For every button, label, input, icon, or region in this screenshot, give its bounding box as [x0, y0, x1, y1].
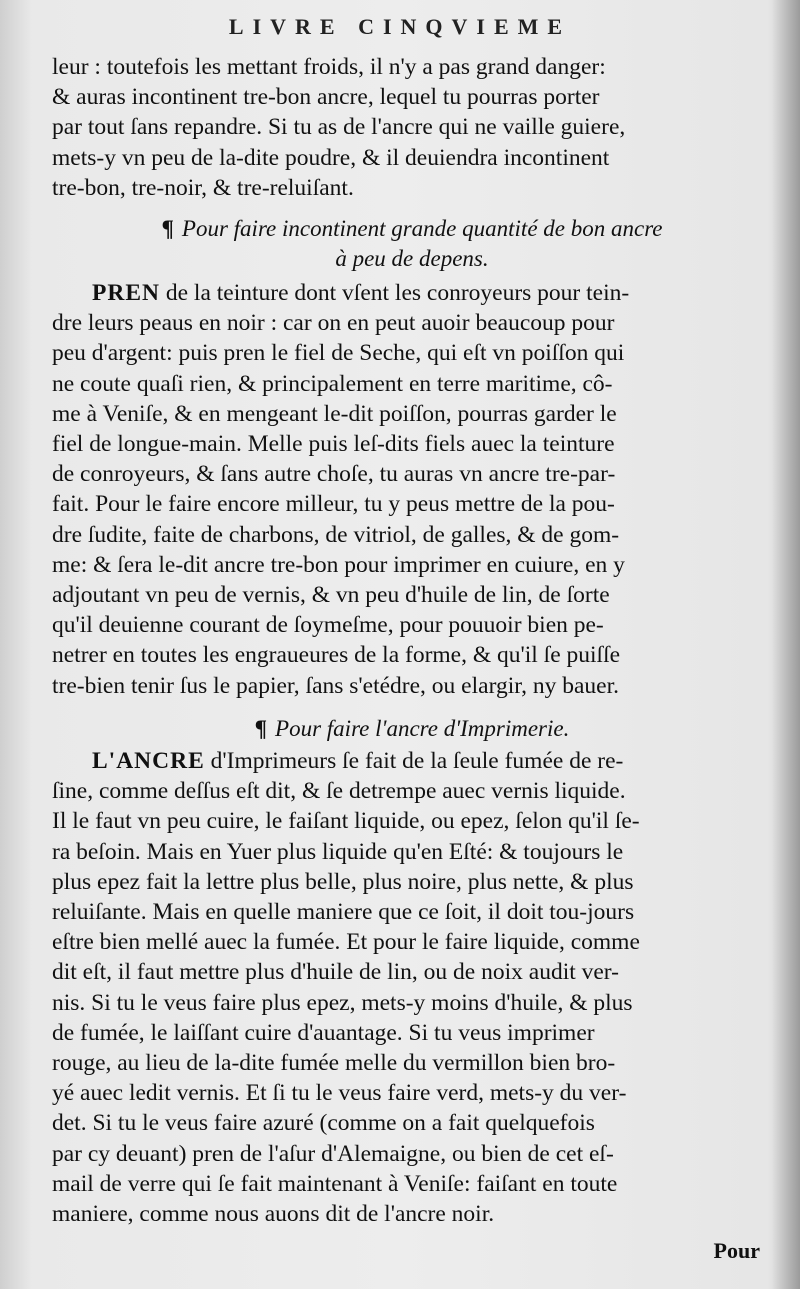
text-line: reluiſante. Mais en quelle maniere que ce ſoit, il doit tou-jours [52, 899, 635, 926]
pilcrow-icon: ¶ [161, 216, 174, 241]
text-line: mets-y vn peu de la-dite poudre, & il deuiendra incontinent [52, 144, 610, 171]
text-line: nis. Si tu le veus faire plus epez, mets-y moins d'huile, & plus [52, 989, 633, 1016]
text-line: adjoutant vn peu de vernis, & vn peu d'huile de lin, de ſorte [52, 582, 610, 609]
text-line: qu'il deuienne courant de ſoymeſme, pour pouuoir bien pe- [52, 612, 604, 639]
text-line: dre ſudite, faite de charbons, de vitriol, de galles, & de gom- [52, 521, 620, 548]
text-line: yé auec ledit vernis. Et ſi tu le veus faire verd, mets-y du ver- [52, 1080, 627, 1107]
text-line: par tout ſans repandre. Si tu as de l'ancre qui ne vaille guiere, [52, 114, 626, 141]
text-line: eſtre bien mellé auec la fumée. Et pour le faire liquide, comme [52, 929, 640, 956]
text-line: d'Imprimeurs ſe fait de la ſeule fumée de re- [204, 748, 624, 774]
text-line: de la teinture dont vſent les conroyeurs pour tein- [159, 280, 630, 306]
text-line: ſine, comme deſſus eſt dit, & ſe detrempe auec vernis liquide. [52, 778, 626, 805]
text-line: peu d'argent: puis pren le fiel de Seche, qui eſt vn poiſſon qui [52, 340, 625, 367]
text-line: & auras incontinent tre-bon ancre, lequel tu pourras porter [52, 84, 600, 111]
text-line: plus epez fait la lettre plus belle, plus noire, plus nette, & plus [52, 868, 634, 895]
text-line: netrer en toutes les engraueures de la forme, & qu'il ſe puiſſe [52, 642, 621, 669]
lead-word: PREN [92, 280, 160, 306]
text-line: par cy deuant) pren de l'aſur d'Alemaigne, ou bien de cet eſ- [52, 1140, 614, 1167]
text-line: leur : toutefois les mettant froids, il n'y a pas grand danger: [52, 54, 606, 80]
text-line: me: & ſera le-dit ancre tre-bon pour imprimer en cuiure, en y [52, 551, 625, 578]
pilcrow-icon: ¶ [254, 716, 268, 741]
text-line: maniere, comme nous auons dit de l'ancre noir. [52, 1201, 495, 1228]
lead-word: L'ANCRE [92, 748, 205, 774]
section-heading-ancre-depens [52, 214, 772, 274]
paragraph-pren [52, 278, 772, 701]
text-line: rouge, au lieu de la-dite fumée melle du vermillon bien bro- [52, 1050, 616, 1077]
section-heading-line: à peu de depens. [335, 246, 489, 271]
catchword: Pour [713, 1238, 760, 1263]
section-heading-line: Pour faire l'ancre d'Imprimerie. [275, 716, 570, 741]
text-line: de conroyeurs, & ſans autre choſe, tu auras vn ancre tre-par- [52, 461, 616, 488]
text-line: tre-bien tenir ſus le papier, ſans s'etédre, ou elargir, ny bauer. [52, 672, 620, 699]
text-line: fiel de longue-main. Melle puis leſ-dits fiels auec la teinture [52, 431, 615, 458]
page-gutter-shadow [772, 0, 800, 1289]
text-line: me à Veniſe, & en mengeant le-dit poiſſon, pourras garder le [52, 400, 617, 427]
text-line: dre leurs peaus en noir : car on en peut auoir beaucoup pour [52, 310, 615, 337]
running-header: LIVRE CINQVIEME [228, 14, 572, 39]
text-line: tre-bon, tre-noir, & tre-reluiſant. [52, 174, 354, 201]
text-line: mail de verre qui ſe fait maintenant à Veniſe: faiſant en toute [52, 1170, 618, 1197]
text-line: Il le faut vn peu cuire, le faiſant liquide, ou epez, ſelon qu'il ſe- [52, 808, 640, 835]
text-line: det. Si tu le veus faire azuré (comme on a fait quelquefois [52, 1110, 595, 1137]
paragraph-continuation [52, 52, 772, 203]
text-line: fait. Pour le faire encore milleur, tu y peus mettre de la pou- [52, 491, 615, 518]
text-line: ne coute quaſi rien, & principalement en terre maritime, cô- [52, 370, 613, 397]
paragraph-ancre-imprimeurs [52, 746, 772, 1229]
text-line: de fumée, le laiſſant cuire d'auantage. Si tu veus imprimer [52, 1019, 595, 1046]
text-line: ra beſoin. Mais en Yuer plus liquide qu'en Eſté: & toujours le [52, 838, 624, 865]
section-heading-imprimerie [52, 714, 772, 744]
text-line: dit eſt, il faut mettre plus d'huile de lin, ou de noix audit ver- [52, 959, 619, 986]
section-heading-line: Pour faire incontinent grande quantité de bon ancre [181, 216, 663, 241]
